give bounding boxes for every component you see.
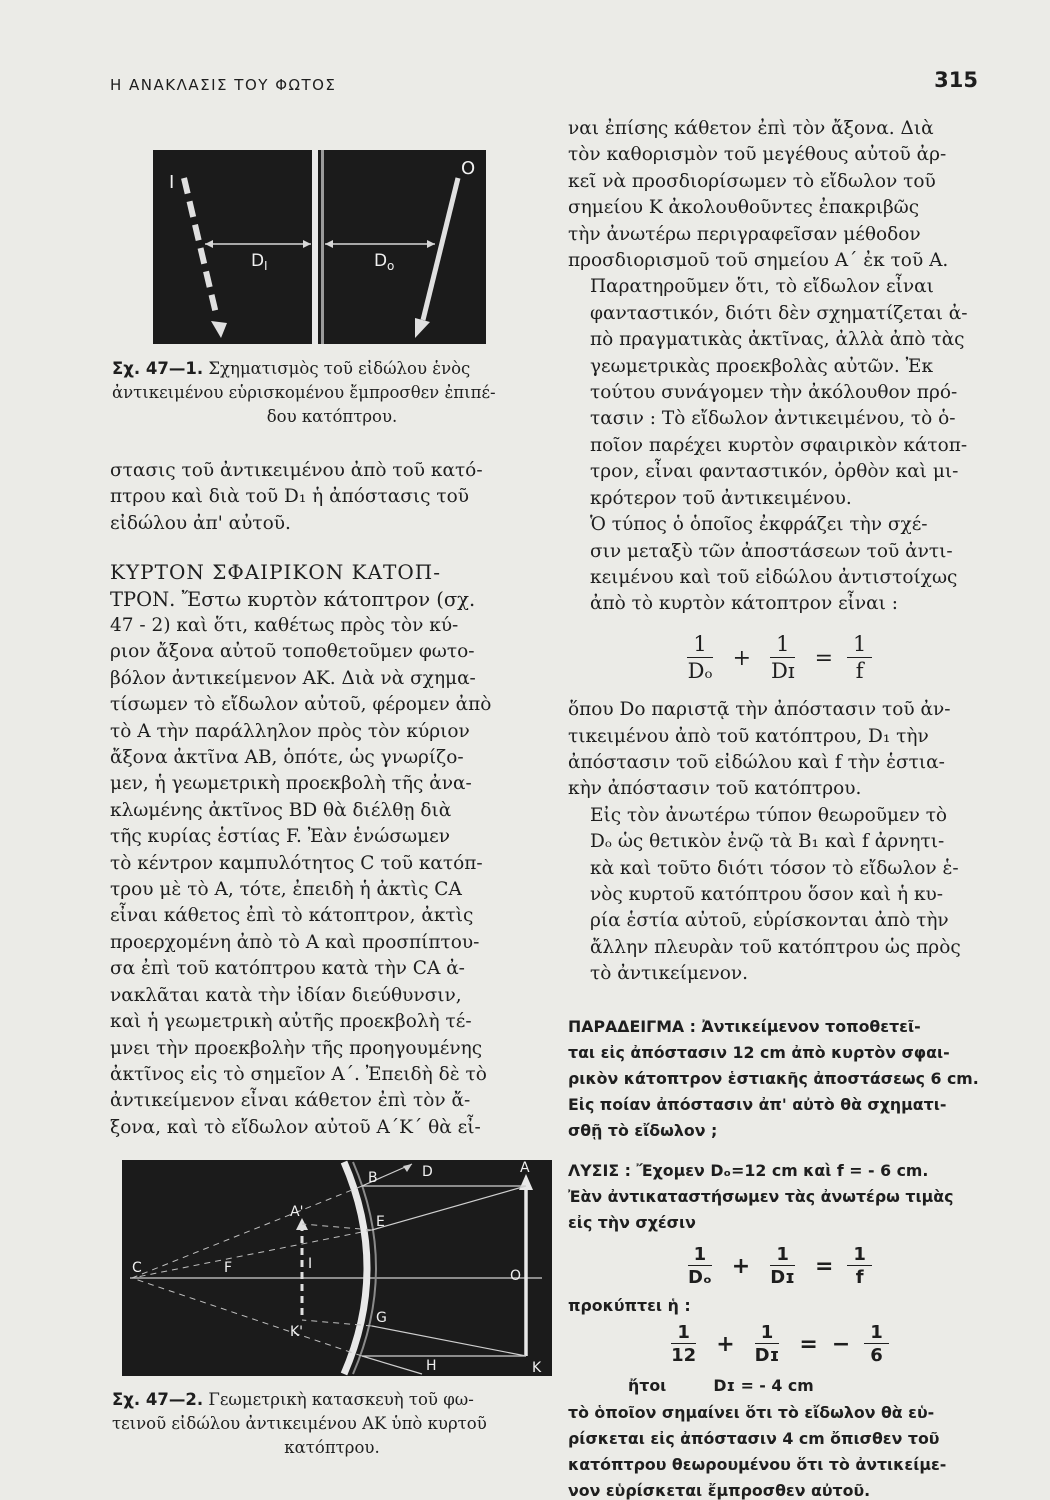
plus-sign: + [732, 645, 751, 671]
text-line: ἄλλην πλευρὰν τοῦ κατόπτρου ὡς πρὸς [590, 936, 961, 958]
fraction [682, 632, 719, 685]
solution-block [568, 1158, 986, 1236]
text-line: τικειμένου ἀπὸ τοῦ κατόπτρου, D₁ τὴν [568, 725, 929, 747]
text-line: ἄξονα ἀκτῖνα ΑΒ, ὁπότε, ὡς γνωρίζο- [110, 747, 464, 769]
left-column-section [110, 558, 550, 1141]
denominator: f [855, 1267, 864, 1289]
denominator: Dɪ [754, 1345, 780, 1367]
prokuptei-label: προκύπτει ἡ : [568, 1295, 691, 1315]
text-line: προερχομένη ἀπὸ τὸ Α καὶ προσπίπτου- [110, 931, 480, 953]
label-d: D [422, 1164, 433, 1180]
figure-47-1 [153, 150, 486, 344]
equals-sign: = [814, 645, 833, 671]
example-block [568, 1014, 986, 1144]
text-line: σα ἐπὶ τοῦ κατόπτρου κατὰ τὴν CA ἀ- [110, 958, 465, 980]
label-a-prime: A' [290, 1204, 304, 1220]
figure-47-2 [122, 1160, 552, 1376]
label-g: G [376, 1310, 387, 1326]
text-line: ρία ἑστία αὐτοῦ, εὑρίσκονται ἀπὸ τὴν [590, 910, 949, 932]
text-line: ται εἰς ἀπόστασιν 12 cm ἀπὸ κυρτὸν σφαι- [568, 1042, 950, 1062]
text-line: Dₒ ὡς θετικὸν ἐνῷ τὰ B₁ καὶ f ἀρνητι- [590, 831, 945, 853]
text-line: στασις τοῦ ἀντικειμένου ἀπὸ τοῦ κατό- [110, 460, 483, 481]
text-line: ἀκτῖνος εἰς τὸ σημεῖον Α΄. Ἐπειδὴ δὲ τὸ [110, 1063, 487, 1085]
text-line: κὰ καὶ τοῦτο διότι τόσον τὸ εἴδωλον ἑ- [590, 857, 959, 879]
text-line: πτρου καὶ διὰ τοῦ D₁ ἡ ἀπόστασις τοῦ [110, 486, 469, 508]
text-line: κὴν ἀπόστασιν τοῦ κατόπτρου. [568, 778, 862, 800]
text-line: μεν, ἡ γεωμετρικὴ προεκβολὴ τῆς ἀνα- [110, 773, 472, 795]
numerator: 1 [770, 632, 795, 658]
paragraph [568, 697, 986, 803]
text-line: ναι ἐπίσης κάθετον ἐπὶ τὸν ἄξονα. Διὰ [568, 118, 934, 139]
label-h: H [426, 1358, 437, 1374]
text-line: εἰς τὴν σχέσιν [568, 1212, 696, 1232]
label-a: A [520, 1160, 530, 1176]
numerator: 1 [847, 1244, 872, 1267]
result-label: ἤτοι [628, 1375, 667, 1395]
text-line: Ὁ τύπος ὁ ὁποῖος ἐκφράζει τὴν σχέ- [590, 514, 928, 536]
denominator: Dₒ [688, 1267, 712, 1289]
text-line: εἶναι κάθετος ἐπὶ τὸ κάτοπτρον, ἀκτὶς [110, 905, 474, 927]
fraction [665, 1322, 702, 1368]
text-line: ρικὸν κάτοπτρον ἑστιακῆς ἀποστάσεως 6 cm. [568, 1068, 979, 1088]
text-line: κρότερον τοῦ ἀντικειμένου. [590, 487, 852, 509]
section-heading-continued: ΤΡΟΝ. Ἔστω κυρτὸν κάτοπτρον (σχ. [110, 588, 476, 611]
equation-numeric [568, 1322, 986, 1368]
caption-text: τεινοῦ εἰδώλου ἀντικειμένου ΑΚ ὑπὸ κυρτοῦ [112, 1414, 487, 1433]
text-line: Παρατηροῦμεν ὅτι, τὸ εἴδωλον εἶναι [590, 276, 934, 298]
text-line: προσδιορισμοῦ τοῦ σημείου Α΄ ἐκ τοῦ Α. [568, 250, 949, 272]
text-line: φανταστικόν, διότι δὲν σχηματίζεται ἀ- [590, 302, 968, 324]
text-line: σημείου Κ ἀκολουθοῦντες ἐπακριβῶς [568, 197, 920, 219]
fraction [682, 1244, 718, 1290]
left-column [110, 458, 550, 537]
text-line: Εἰς τὸν ἀνωτέρω τύπον θεωροῦμεν τὸ [590, 804, 948, 826]
text-line: τὸν καθορισμὸν τοῦ μεγέθους αὐτοῦ ἀρ- [568, 144, 947, 166]
text-line: πὸ πραγματικὰς ἀκτῖνας, ἀλλὰ ἀπὸ τὰς [590, 329, 965, 351]
text-line: ἀπόστασιν τοῦ εἰδώλου καὶ f τὴν ἑστια- [568, 752, 945, 774]
text-line: νακλᾶται κατὰ τὴν ἰδίαν διεύθυνσιν, [110, 984, 462, 1006]
numerator: 1 [847, 632, 872, 658]
figure-47-1-caption [112, 357, 552, 429]
text-line: καὶ ἡ γεωμετρικὴ αὐτῆς προεκβολὴ τέ- [110, 1011, 472, 1033]
text-line: ποῖον παρέχει κυρτὸν σφαιρικὸν κάτοπ- [590, 434, 968, 456]
caption-number: Σχ. 47—1. [112, 359, 204, 378]
text-line: Εἰς ποίαν ἀπόστασιν ἀπ' αὐτὸ θὰ σχηματι- [568, 1094, 947, 1114]
plus-sign: + [716, 1332, 735, 1358]
fraction [764, 1244, 801, 1290]
fraction [847, 1244, 872, 1290]
text-line: 47 - 2) καὶ ὅτι, καθέτως πρὸς τὸν κύ- [110, 615, 459, 636]
result-expression: Dɪ = - 4 cm [713, 1375, 814, 1395]
fraction [765, 632, 801, 685]
text-line: τὸ Α τὴν παράλληλον πρὸς τὸν κύριον [110, 720, 470, 742]
denominator: 6 [870, 1345, 883, 1367]
denominator: f [855, 658, 864, 683]
fraction [749, 1322, 786, 1368]
text-line: τίσωμεν τὸ εἴδωλον αὐτοῦ, φέρομεν ἀπὸ [110, 694, 492, 716]
paragraph [568, 803, 986, 988]
plus-sign: + [731, 1254, 751, 1280]
text-line: κεῖ νὰ προσδιορίσωμεν τὸ εἴδωλον τοῦ [568, 170, 936, 192]
label-b: B [368, 1170, 378, 1186]
label-e: E [376, 1214, 385, 1230]
label-do: D [374, 251, 388, 271]
equation-lens-formula [568, 632, 986, 685]
text-line: ἀπὸ τὸ κυρτὸν κάτοπτρον εἶναι : [590, 593, 899, 615]
paragraph [568, 116, 986, 274]
label-di-sub: I [264, 259, 268, 273]
label-f: F [224, 1260, 233, 1276]
caption-text: ἀντικειμένου εὑρισκομένου ἔμπροσθεν ἐπιπέ- [112, 383, 496, 402]
label-di: D [251, 251, 265, 271]
numerator: 1 [671, 1322, 696, 1345]
text-line: νὸς κυρτοῦ κατόπτρου ὅσον καὶ ἡ κυ- [590, 884, 944, 906]
text-line: κλωμένης ἀκτῖνος BD θὰ διέλθῃ διὰ [110, 799, 452, 821]
figure-47-2-caption [112, 1388, 552, 1460]
numerator: 1 [755, 1322, 780, 1345]
final-block [568, 1400, 986, 1500]
running-title: Η ΑΝΑΚΛΑΣΙΣ ΤΟΥ ΦΩΤΟΣ [110, 76, 337, 94]
text-line: ρίσκεται εἰς ἀπόστασιν 4 cm ὄπισθεν τοῦ [568, 1428, 940, 1448]
text-line: τούτου συνάγομεν τὴν ἀκόλουθον πρό- [590, 382, 958, 404]
caption-text: Σχηματισμὸς τοῦ εἰδώλου ἑνὸς [208, 359, 471, 378]
minus-sign: − [831, 1332, 851, 1358]
text-line: τῆς κυρίας ἑστίας F. Ἐὰν ἑνώσωμεν [110, 826, 450, 848]
text-line: ΠΑΡΑΔΕΙΓΜΑ : Ἀντικείμενον τοποθετεῖ- [568, 1016, 921, 1036]
text-line: κειμένου καὶ τοῦ εἰδώλου ἀντιστοίχως [590, 566, 958, 588]
text-line: ἀντικείμενον εἶναι κάθετον ἐπὶ τὸν ἄ- [110, 1090, 471, 1112]
plane-mirror [312, 150, 318, 344]
equals-sign: = [799, 1332, 818, 1358]
caption-number: Σχ. 47—2. [112, 1390, 204, 1409]
numerator: 1 [687, 632, 712, 658]
label-c: C [132, 1260, 142, 1276]
numerator: 1 [864, 1322, 889, 1345]
text-line: νον εὑρίσκεται ἔμπροσθεν αὐτοῦ. [568, 1480, 871, 1500]
text-line: γεωμετρικὰς προεκβολὰς αὐτῶν. Ἐκ [590, 355, 934, 377]
paragraph [568, 274, 986, 512]
section-heading: ΚΥΡΤΟΝ ΣΦΑΙΡΙΚΟΝ ΚΑΤΟΠ- [110, 560, 441, 584]
label-k: K [532, 1360, 542, 1376]
figure-47-2-drawing [122, 1160, 552, 1376]
label-do-sub: o [387, 259, 395, 273]
fraction [864, 1322, 889, 1368]
text-line: Ἐὰν ἀντικαταστήσωμεν τὰς ἀνωτέρω τιμὰς [568, 1186, 954, 1206]
caption-text: Γεωμετρικὴ κατασκευὴ τοῦ φω- [208, 1390, 474, 1409]
page-number: 315 [934, 68, 978, 92]
equation-substitution [568, 1244, 986, 1290]
label-i: I [308, 1256, 313, 1272]
numerator: 1 [770, 1244, 795, 1267]
text-line: ξονα, καὶ τὸ εἴδωλον αὐτοῦ Α΄Κ΄ θὰ εἶ- [110, 1116, 481, 1138]
caption-text: κατόπτρου. [284, 1438, 380, 1457]
text-line: τὴν ἀνωτέρω περιγραφεῖσαν μέθοδον [568, 223, 921, 245]
text-line: σιν μεταξὺ τῶν ἀποστάσεων τοῦ ἀντι- [590, 540, 953, 562]
paragraph [110, 458, 550, 537]
figure-47-1-drawing [153, 150, 486, 344]
label-o: O [510, 1268, 522, 1284]
paragraph [110, 613, 550, 1141]
paragraph [568, 512, 986, 618]
text-line: τρου μὲ τὸ Α, τότε, ἐπειδὴ ἡ ἀκτὶς CA [110, 879, 462, 901]
caption-text: δου κατόπτρου. [266, 407, 398, 426]
text-line: σθῇ τὸ εἴδωλον ; [568, 1120, 718, 1140]
text-line: τὸ κέντρον καμπυλότητος C τοῦ κατόπ- [110, 852, 483, 874]
text-line: ὅπου Do παριστᾷ τὴν ἀπόστασιν τοῦ ἀν- [568, 699, 951, 721]
text-line: εἰδώλου ἀπ' αὐτοῦ. [110, 512, 291, 534]
text-line: κατόπτρου θεωρουμένου ὅτι τὸ ἀντικείμε- [568, 1454, 947, 1474]
text-line: ΛΥΣΙΣ : Ἔχομεν Dₒ=12 cm καὶ f = - 6 cm. [568, 1160, 929, 1180]
text-line: τὸ ὁποῖον σημαίνει ὅτι τὸ εἴδωλον θὰ εὑ- [568, 1402, 935, 1422]
denominator: Dɪ [771, 658, 795, 683]
equals-sign: = [814, 1254, 834, 1280]
text-line: τρον, εἶναι φανταστικόν, ὀρθὸν καὶ μι- [590, 461, 959, 483]
right-column [568, 116, 986, 1500]
denominator: 12 [671, 1345, 697, 1367]
result-line [568, 1374, 986, 1398]
fraction [847, 632, 872, 685]
denominator: Dₒ [687, 658, 713, 683]
text-line: ριον ἄξονα αὐτοῦ τοποθετοῦμεν φωτο- [110, 641, 475, 663]
label-i: I [169, 172, 175, 193]
text-line: τασιν : Τὸ εἴδωλον ἀντικειμένου, τὸ ὁ- [590, 408, 956, 430]
text-line: μνει τὴν προεκβολὴν τῆς προηγουμένης [110, 1037, 483, 1059]
text-line: βόλον ἀντικείμενον ΑΚ. Διὰ νὰ σχημα- [110, 667, 476, 689]
label-o: O [461, 158, 476, 179]
denominator: Dɪ [770, 1267, 795, 1289]
label-k-prime: K' [290, 1324, 304, 1340]
text-line: τὸ ἀντικείμενον. [590, 963, 748, 985]
numerator: 1 [688, 1244, 713, 1267]
